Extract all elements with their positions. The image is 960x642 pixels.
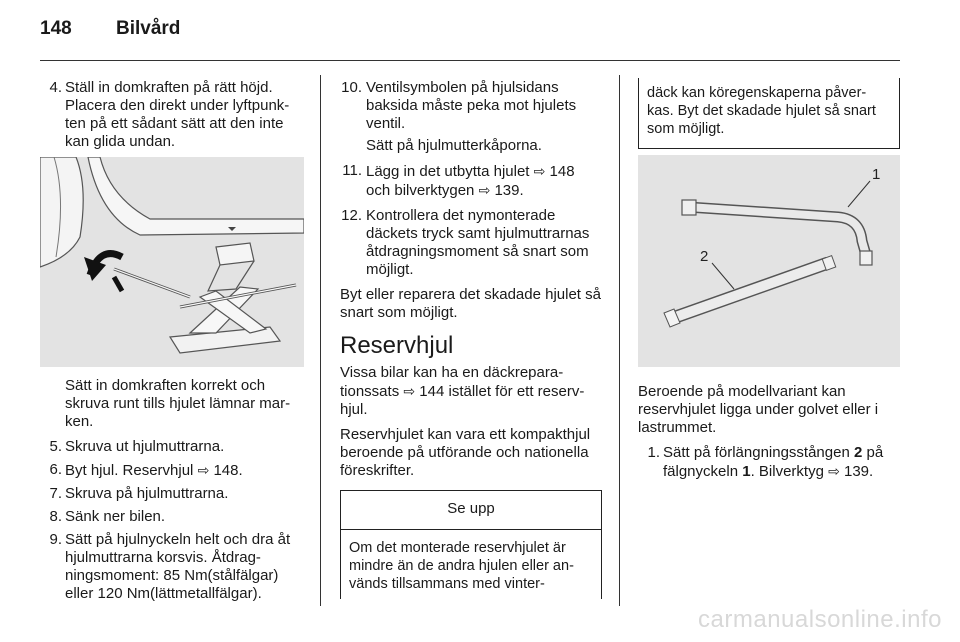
step-7: 7. Skruva på hjulmuttrarna.	[49, 485, 229, 502]
page-reference-link[interactable]: 148	[549, 163, 575, 180]
page-reference-link[interactable]: 139.	[494, 182, 524, 199]
page-reference-link[interactable]: 144	[419, 383, 445, 400]
rotate-arrow-icon	[84, 254, 122, 291]
header-rule	[40, 60, 900, 61]
step-11: 11. Lägg in det utbytta hjulet ⇨ 148 och bilverktygen ⇨ 139.	[342, 162, 575, 199]
caution-box	[340, 490, 602, 599]
callout-2: 2	[700, 248, 709, 265]
step-10: 10. Ventilsymbolen på hjulsidans baksida måste peka mot hjulets ventil.	[341, 79, 577, 132]
reference-arrow-icon: ⇨	[533, 163, 546, 179]
column-divider-2	[619, 75, 620, 606]
step-10-note: Sätt på hjulmutterkåporna.	[366, 137, 542, 154]
wheel-wrench	[682, 200, 872, 265]
column-1	[40, 79, 304, 608]
callout-1: 1	[872, 166, 881, 183]
step-4: 4. Ställ in domkraften på rätt höjd. Placera den direkt under lyftpunk-ten på ett sådant sätt att den inte kan glida undan.	[49, 79, 290, 150]
wheel-tools-illustration	[638, 155, 900, 367]
wheel-tools-drawing	[638, 155, 900, 367]
jack-figure-caption: Sätt in domkraften korrekt och skruva runt tills hjulet lämnar mar-ken.	[65, 377, 291, 430]
reference-arrow-icon: ⇨	[828, 463, 840, 479]
column-divider-1	[320, 75, 321, 606]
reference-arrow-icon: ⇨	[478, 182, 491, 198]
step-12: 12. Kontrollera det nymonterade däckets tryck samt hjulmuttrarnas åtdragningsmoment så snart som möjligt.	[341, 207, 590, 278]
page-header	[40, 18, 180, 48]
compact-wheel-paragraph: Reservhjulet kan vara ett kompakthjul beroende på utförande och nationella föreskrifter.	[340, 426, 591, 479]
caution-body: Om det monterade reservhjulet är mindre än de andra hjulen eller an-vänds tillsammans med vinter-	[349, 540, 574, 592]
reference-arrow-icon: ⇨	[403, 383, 416, 399]
page-reference-link[interactable]: 139.	[844, 463, 874, 480]
step-8: 8. Sänk ner bilen.	[49, 508, 166, 525]
page-reference-link[interactable]: 148.	[213, 462, 243, 479]
repair-paragraph: Byt eller reparera det skadade hjulet så snart som möjligt.	[340, 286, 601, 321]
repair-kit-paragraph: Vissa bilar kan ha en däckrepara-tionssats ⇨ 144 istället för ett reserv-hjul.	[340, 364, 585, 418]
jack-illustration	[40, 157, 304, 367]
spare-step-1: 1. Sätt på förlängningsstången 2 på fälgnyckeln 1. Bilverktyg ⇨ 139.	[647, 444, 884, 480]
column-2	[340, 79, 602, 599]
page-number: 148	[40, 18, 72, 39]
step-5: 5. Skruva ut hjulmuttrarna.	[49, 438, 225, 455]
step-9: 9. Sätt på hjulnyckeln helt och dra åt hjulmuttrarna korsvis. Åtdrag-ningsmoment: 85 Nm(stålfälgar) eller 120 Nm(lättmetallfälgar).	[49, 531, 291, 602]
caution-title: Se upp	[341, 491, 601, 530]
jack-drawing	[40, 157, 304, 367]
step-6: 6. Byt hjul. Reservhjul ⇨ 148.	[49, 461, 243, 479]
column-3	[638, 78, 900, 486]
extension-bar	[664, 256, 836, 327]
reference-arrow-icon: ⇨	[197, 462, 210, 478]
page-title: Bilvård	[116, 18, 181, 39]
watermark: carmanualsonline.info	[698, 606, 942, 633]
spare-location-paragraph: Beroende på modellvariant kan reservhjulet ligga under golvet eller i lastrummet.	[638, 383, 879, 436]
caution-continuation: däck kan köregenskaperna påver-kas. Byt det skadade hjulet så snart som möjligt.	[638, 78, 900, 149]
section-title: Reservhjul	[340, 332, 454, 359]
